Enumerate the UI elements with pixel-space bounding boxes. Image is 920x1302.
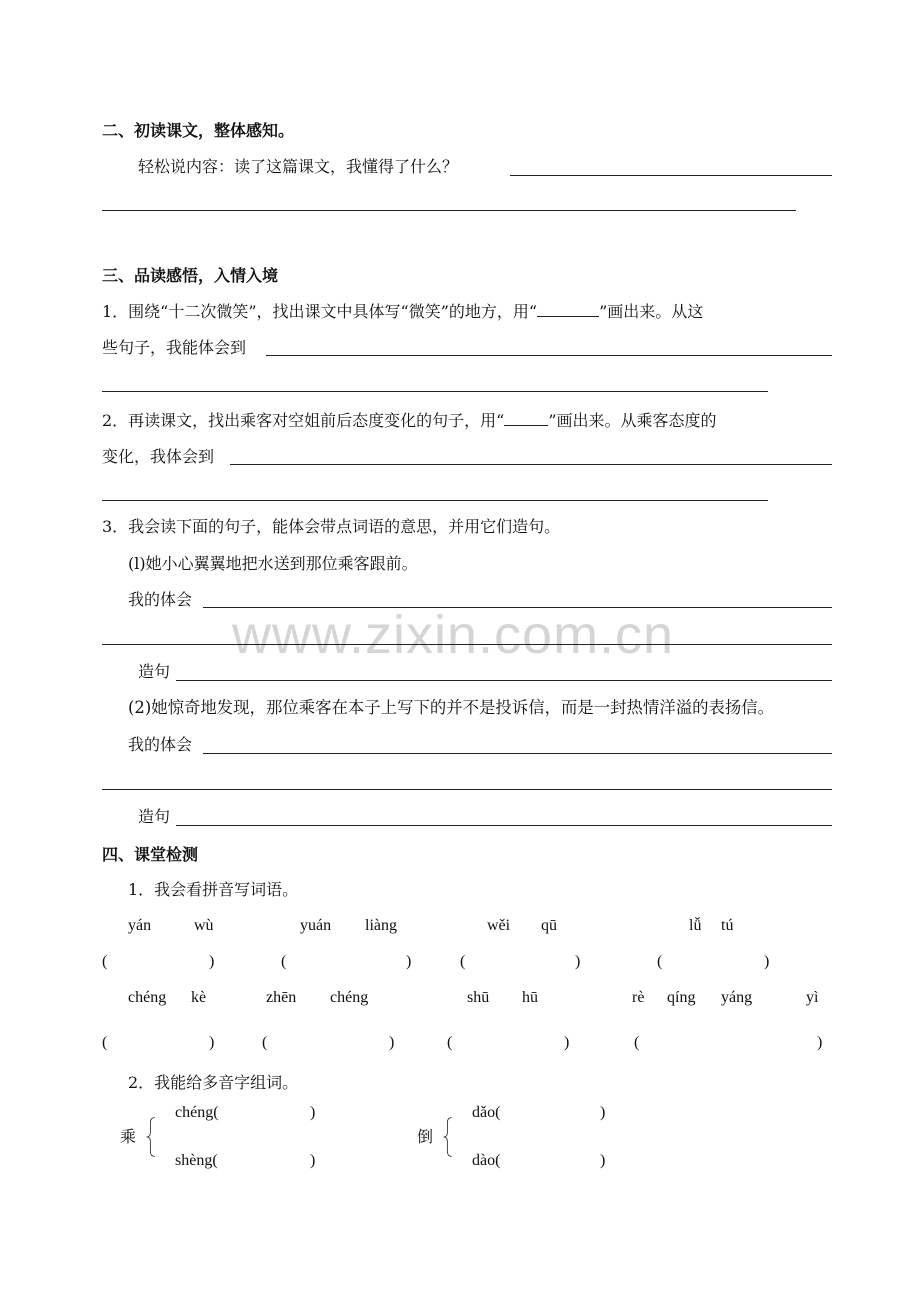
answer-paren-close: ) bbox=[406, 953, 412, 970]
pinyin: yuán bbox=[300, 917, 332, 934]
question-2-part-b: ”画出来。从乘客态度的 bbox=[548, 411, 717, 430]
brace-icon bbox=[443, 1104, 453, 1170]
answer-paren-close[interactable]: ) bbox=[310, 1152, 316, 1169]
question-1-continuation: 些句子，我能体会到 bbox=[102, 338, 247, 357]
section3-heading: 三、品读感悟，入情入境 bbox=[102, 266, 279, 285]
pinyin: qíng bbox=[667, 989, 696, 1006]
answer-paren-open[interactable]: ( bbox=[460, 953, 466, 970]
brace-icon bbox=[146, 1104, 156, 1170]
pinyin: zhēn bbox=[266, 989, 297, 1006]
pinyin: chéng bbox=[128, 989, 167, 1006]
reading-label: shèng( bbox=[175, 1152, 218, 1169]
mark-sample-underline bbox=[504, 411, 548, 426]
answer-paren-close: ) bbox=[209, 1034, 215, 1051]
answer-line[interactable] bbox=[176, 825, 832, 826]
answer-line[interactable] bbox=[176, 680, 832, 681]
polyphonic-char: 乘 bbox=[120, 1127, 137, 1146]
question-2-part-a: 2．再读课文，找出乘客对空姐前后态度变化的句子，用“ bbox=[102, 411, 505, 430]
polyphonic-char: 倒 bbox=[417, 1127, 434, 1146]
answer-paren-close: ) bbox=[389, 1034, 395, 1051]
question-2-continuation: 变化，我体会到 bbox=[102, 447, 215, 466]
answer-paren-close: ) bbox=[564, 1034, 570, 1051]
answer-line[interactable] bbox=[102, 500, 768, 501]
reading-label: dǎo( bbox=[472, 1104, 501, 1121]
reading-label: dào( bbox=[472, 1152, 501, 1169]
my-feeling-label: 我的体会 bbox=[128, 735, 193, 754]
answer-paren-close[interactable]: ) bbox=[310, 1104, 316, 1121]
answer-paren-close[interactable]: ) bbox=[600, 1152, 606, 1169]
pinyin: tú bbox=[721, 917, 734, 934]
pinyin: kè bbox=[191, 989, 207, 1006]
pinyin: wù bbox=[194, 917, 214, 934]
section2-heading: 二、初读课文，整体感知。 bbox=[102, 121, 295, 140]
section4-question-1: 1．我会看拼音写词语。 bbox=[128, 880, 299, 899]
pinyin: qū bbox=[541, 917, 557, 934]
make-sentence-label: 造句 bbox=[138, 807, 171, 826]
answer-paren-close[interactable]: ) bbox=[600, 1104, 606, 1121]
question-2-text bbox=[102, 411, 717, 431]
section4-question-2: 2．我能给多音字组词。 bbox=[128, 1073, 299, 1092]
answer-paren-close: ) bbox=[764, 953, 770, 970]
pinyin: hū bbox=[522, 989, 538, 1006]
answer-line[interactable] bbox=[203, 607, 832, 608]
pinyin: yán bbox=[128, 917, 152, 934]
pinyin: liàng bbox=[365, 917, 397, 934]
mark-sample-underline bbox=[537, 302, 599, 317]
pinyin: chéng bbox=[330, 989, 369, 1006]
question-1-part-b: ”画出来。从这 bbox=[599, 302, 704, 321]
section2-prompt: 轻松说内容：读了这篇课文，我懂得了什么？ bbox=[138, 157, 459, 176]
make-sentence-label: 造句 bbox=[138, 662, 171, 681]
answer-line[interactable] bbox=[203, 753, 832, 754]
answer-paren-close: ) bbox=[575, 953, 581, 970]
question-1-text bbox=[102, 302, 703, 322]
answer-paren-open[interactable]: ( bbox=[262, 1034, 268, 1051]
my-feeling-label: 我的体会 bbox=[128, 590, 193, 609]
answer-line[interactable] bbox=[510, 175, 832, 176]
pinyin: wěi bbox=[487, 917, 511, 934]
answer-paren-open[interactable]: ( bbox=[102, 1034, 108, 1051]
question-3-text: 3．我会读下面的句子，能体会带点词语的意思，并用它们造句。 bbox=[102, 517, 561, 536]
answer-line[interactable] bbox=[102, 391, 768, 392]
answer-paren-open[interactable]: ( bbox=[657, 953, 663, 970]
answer-paren-open[interactable]: ( bbox=[281, 953, 287, 970]
answer-line[interactable] bbox=[102, 210, 796, 211]
sentence-2: (2)她惊奇地发现，那位乘客在本子上写下的并不是投诉信，而是一封热情洋溢的表扬信。 bbox=[128, 698, 775, 717]
pinyin: shū bbox=[467, 989, 490, 1006]
reading-label: chéng( bbox=[175, 1104, 219, 1121]
answer-paren-close: ) bbox=[209, 953, 215, 970]
sentence-1: (l)她小心翼翼地把水送到那位乘客跟前。 bbox=[128, 554, 418, 573]
section4-heading: 四、课堂检测 bbox=[102, 845, 199, 864]
answer-paren-open[interactable]: ( bbox=[102, 953, 108, 970]
watermark: www.zixin.com.cn bbox=[232, 605, 675, 665]
answer-line[interactable] bbox=[266, 355, 832, 356]
answer-line[interactable] bbox=[102, 789, 832, 790]
answer-line[interactable] bbox=[230, 464, 832, 465]
pinyin: lǚ bbox=[689, 917, 702, 934]
pinyin: yáng bbox=[721, 989, 753, 1006]
question-1-part-a: 1．围绕“十二次微笑”，找出课文中具体写“微笑”的地方，用“ bbox=[102, 302, 538, 321]
answer-paren-open[interactable]: ( bbox=[447, 1034, 453, 1051]
answer-paren-open[interactable]: ( bbox=[634, 1034, 640, 1051]
answer-line[interactable] bbox=[102, 644, 832, 645]
answer-paren-close: ) bbox=[817, 1034, 823, 1051]
pinyin: rè bbox=[632, 989, 645, 1006]
pinyin: yì bbox=[806, 989, 819, 1006]
